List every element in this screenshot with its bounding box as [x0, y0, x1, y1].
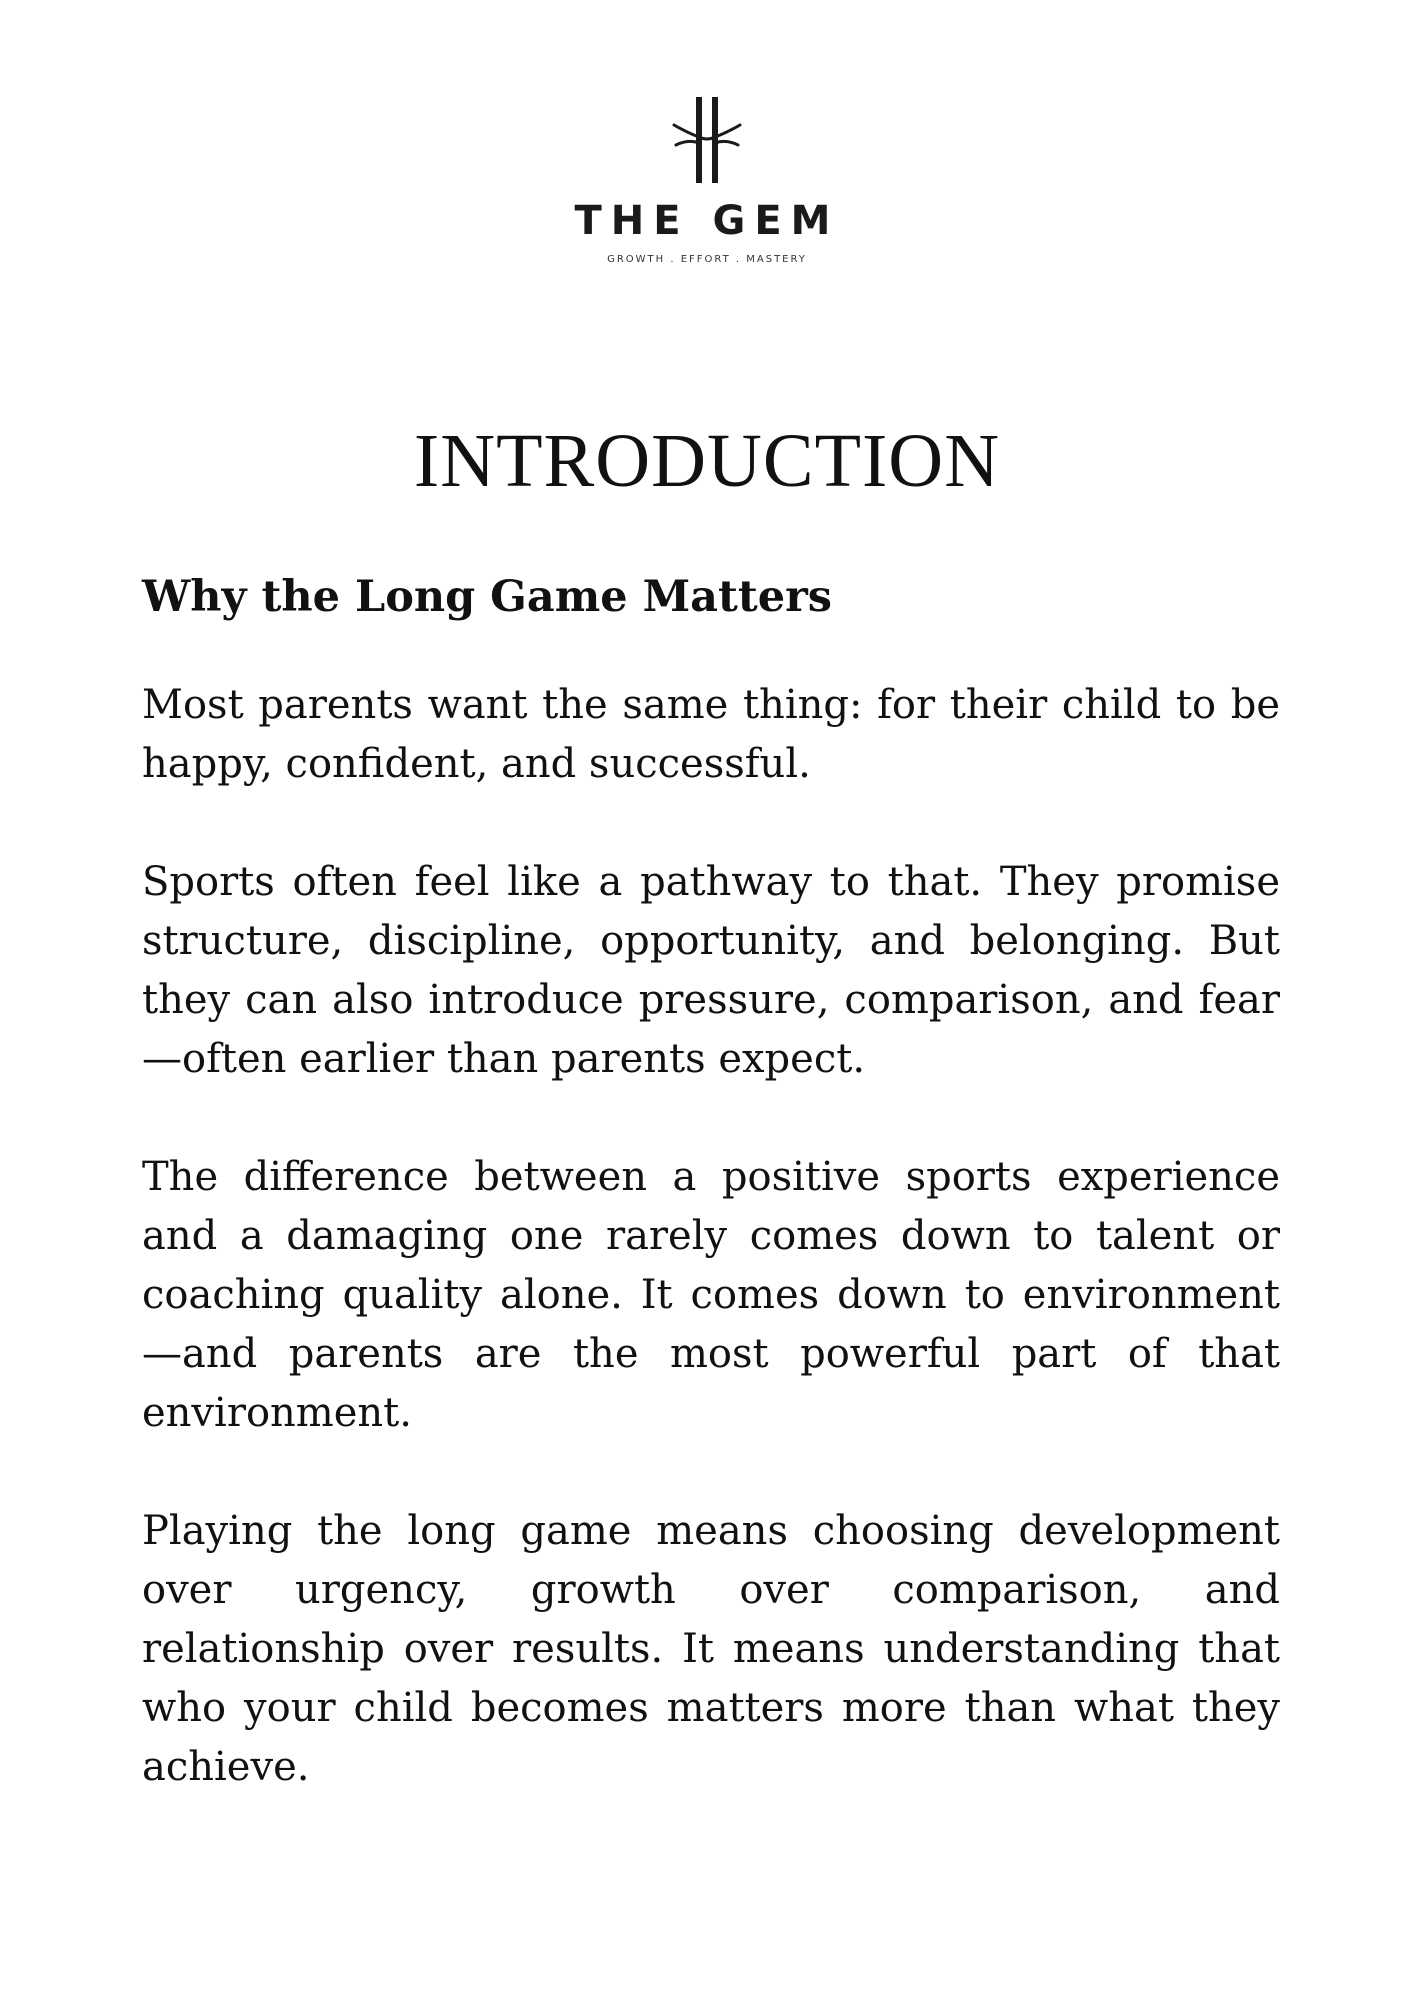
section-heading: Why the Long Game Matters: [142, 572, 832, 622]
gem-logo-icon: [672, 95, 742, 185]
brand-name: THE GEM: [574, 198, 840, 244]
paragraph-2: Sports often feel like a pathway to that. They promise structure, discipline, opportunity, and belonging. But they can also introduce pressure, comparison, and fear—often earlier than parents expect.: [142, 858, 1280, 1082]
main-content: [142, 570, 1280, 1856]
paragraph-3: The difference between a positive sports experience and a damaging one rarely comes down to talent or coaching quality alone. It comes down to environment—and parents are the most powerful part of that environment.: [142, 1153, 1280, 1436]
page-title: INTRODUCTION: [413, 419, 1001, 503]
paragraph-1: Most parents want the same thing: for their child to be happy, confident, and successful.: [142, 681, 1280, 787]
paragraph-4: Playing the long game means choosing development over urgency, growth over comparison, and relationship over results. It means understanding that who your child becomes matters more than what they achieve.: [142, 1507, 1280, 1790]
brand-logo: [0, 95, 1414, 265]
brand-tagline: GROWTH . EFFORT . MASTERY: [607, 254, 807, 265]
